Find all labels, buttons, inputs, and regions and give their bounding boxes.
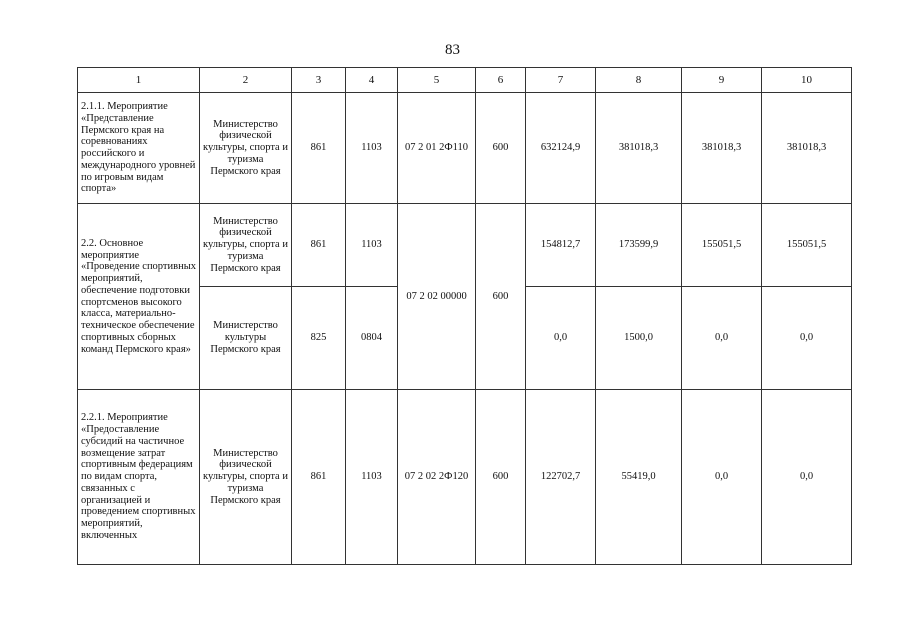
column-header: 4 (346, 68, 398, 93)
column-header: 6 (476, 68, 526, 93)
cell-code-6: 600 (476, 93, 526, 204)
cell-value-10: 0,0 (762, 390, 852, 565)
cell-value-9: 381018,3 (682, 93, 762, 204)
page-number: 83 (445, 42, 460, 58)
cell-code-5: 07 2 02 00000 (398, 204, 476, 390)
cell-value-7: 122702,7 (526, 390, 596, 565)
table-row (78, 204, 852, 287)
table-row (78, 390, 852, 565)
cell-value-8: 1500,0 (596, 287, 682, 390)
column-header: 9 (682, 68, 762, 93)
cell-value-8: 381018,3 (596, 93, 682, 204)
organization: Министерство физической культуры, спорта и туризма Пермского края (200, 204, 292, 287)
cell-code-3: 825 (292, 287, 346, 390)
organization: Министерство физической культуры, спорта и туризма Пермского края (200, 390, 292, 565)
cell-value-8: 173599,9 (596, 204, 682, 287)
column-header: 7 (526, 68, 596, 93)
cell-code-3: 861 (292, 93, 346, 204)
cell-code-4: 1103 (346, 204, 398, 287)
cell-code-4: 1103 (346, 93, 398, 204)
budget-table (77, 67, 852, 565)
activity-name: 2.1.1. Мероприятие «Представление Пермского края на соревнованиях российского и международного уровней по игровым видам спорта» (78, 93, 200, 204)
cell-value-9: 0,0 (682, 390, 762, 565)
column-header: 10 (762, 68, 852, 93)
column-header: 5 (398, 68, 476, 93)
cell-code-5: 07 2 01 2Ф110 (398, 93, 476, 204)
activity-name: 2.2. Основное мероприятие «Проведение спортивных мероприятий, обеспечение подготовки спортсменов высокого класса, материально-техническое обеспечение спортивных сборных команд Пермского края» (78, 204, 200, 390)
header-row (78, 68, 852, 93)
activity-name: 2.2.1. Мероприятие «Предоставление субсидий на частичное возмещение затрат спортивным федерациям по видам спорта, связанных с организацией и проведением спортивных мероприятий, включенных (78, 390, 200, 565)
table-row (78, 93, 852, 204)
cell-code-3: 861 (292, 390, 346, 565)
cell-value-9: 0,0 (682, 287, 762, 390)
column-header: 1 (78, 68, 200, 93)
cell-code-3: 861 (292, 204, 346, 287)
cell-value-9: 155051,5 (682, 204, 762, 287)
organization: Министерство культуры Пермского края (200, 287, 292, 390)
cell-code-5: 07 2 02 2Ф120 (398, 390, 476, 565)
cell-value-7: 0,0 (526, 287, 596, 390)
cell-code-6: 600 (476, 390, 526, 565)
cell-value-8: 55419,0 (596, 390, 682, 565)
cell-code-4: 0804 (346, 287, 398, 390)
cell-value-7: 154812,7 (526, 204, 596, 287)
cell-value-10: 381018,3 (762, 93, 852, 204)
column-header: 3 (292, 68, 346, 93)
column-header: 8 (596, 68, 682, 93)
cell-value-7: 632124,9 (526, 93, 596, 204)
cell-code-4: 1103 (346, 390, 398, 565)
cell-value-10: 0,0 (762, 287, 852, 390)
organization: Министерство физической культуры, спорта и туризма Пермского края (200, 93, 292, 204)
cell-value-10: 155051,5 (762, 204, 852, 287)
column-header: 2 (200, 68, 292, 93)
cell-code-6: 600 (476, 204, 526, 390)
